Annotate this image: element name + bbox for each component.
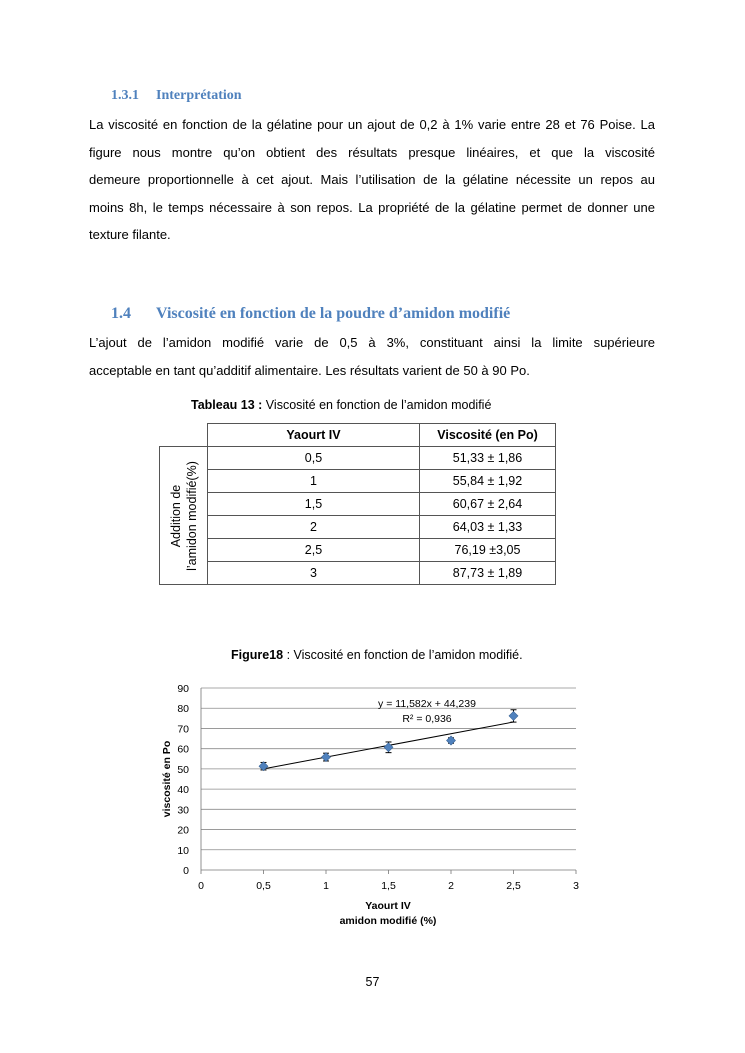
data-table xyxy=(159,423,556,585)
paragraph-line: demeure proportionnelle à cet ajout. Mais l’utilisation de la gélatine nécessite un repos au xyxy=(89,172,655,187)
y-tick-label: 50 xyxy=(177,763,189,776)
table-header-row xyxy=(160,424,556,447)
paragraph-line: figure nous montre qu’on obtient des résultats presque linéaires, et que la viscosité xyxy=(89,144,655,160)
paragraph-line: La viscosité en fonction de la gélatine pour un ajout de 0,2 à 1% varie entre 28 et 76 Poise. La xyxy=(89,117,655,132)
table-cell-yaourt: 0,5 xyxy=(208,447,420,470)
figure-caption-text: : Viscosité en fonction de l’amidon modifié. xyxy=(283,648,523,662)
table-header-yaourt: Yaourt IV xyxy=(208,424,420,447)
table-cell-viscosite: 76,19 ±3,05 xyxy=(420,539,556,562)
paragraph-interpretation xyxy=(89,111,655,249)
table-row xyxy=(160,516,556,539)
x-tick-label: 2 xyxy=(448,880,454,892)
x-tick-label: 3 xyxy=(573,880,579,892)
table-row xyxy=(160,493,556,516)
y-tick-label: 20 xyxy=(177,824,189,837)
table-row xyxy=(160,470,556,493)
figure-caption-label: Figure18 xyxy=(231,648,284,662)
x-tick-label: 0 xyxy=(198,880,204,892)
table-corner xyxy=(160,424,208,447)
y-tick-label: 80 xyxy=(177,703,189,716)
trendline-equation: y = 11,582x + 44,239 xyxy=(378,698,476,710)
section-title: Viscosité en fonction de la poudre d’amidon modifié xyxy=(156,305,511,322)
table-cell-viscosite: 60,67 ± 2,64 xyxy=(420,493,556,516)
y-tick-label: 90 xyxy=(177,683,189,695)
data-point xyxy=(509,711,518,720)
section-number: 1.4 xyxy=(111,305,131,322)
table-cell-yaourt: 2 xyxy=(208,516,420,539)
table-caption xyxy=(191,398,491,412)
table-row xyxy=(160,447,556,470)
page-number: 57 xyxy=(365,975,380,989)
viscosity-chart xyxy=(0,670,745,970)
table-header-viscosite: Viscosité (en Po) xyxy=(420,424,556,447)
paragraph-line: L’ajout de l’amidon modifié varie de 0,5 à 3%, constituant ainsi la limite supérieure xyxy=(89,335,655,350)
y-tick-label: 60 xyxy=(177,743,189,756)
table-cell-yaourt: 2,5 xyxy=(208,539,420,562)
paragraph-line: moins 8h, le temps nécessaire à son repos. La propriété de la gélatine permet de donner une xyxy=(89,199,655,215)
section-heading-1-3-1 xyxy=(111,88,242,104)
row-label-line2: l’amidon modifié(%) xyxy=(184,460,199,571)
x-axis-subtitle: amidon modifié (%) xyxy=(339,915,437,927)
table-cell-yaourt: 3 xyxy=(208,562,420,585)
trendline-r2: R² = 0,936 xyxy=(402,713,452,725)
row-label-line1: Addition de xyxy=(168,484,183,547)
paragraph-amidon xyxy=(89,329,655,384)
x-tick-label: 0,5 xyxy=(256,880,271,892)
table-cell-viscosite: 55,84 ± 1,92 xyxy=(420,470,556,493)
y-tick-label: 70 xyxy=(177,723,189,736)
paragraph-line: texture filante. xyxy=(89,227,171,242)
data-point xyxy=(259,762,268,771)
data-point xyxy=(447,736,456,745)
y-tick-label: 10 xyxy=(177,844,189,857)
table-row xyxy=(160,539,556,562)
table-cell-viscosite: 64,03 ± 1,33 xyxy=(420,516,556,539)
x-axis-title: Yaourt IV xyxy=(365,900,411,912)
y-tick-label: 30 xyxy=(177,804,189,817)
table-cell-viscosite: 51,33 ± 1,86 xyxy=(420,447,556,470)
x-tick-label: 1,5 xyxy=(381,880,396,892)
data-point xyxy=(322,753,331,762)
y-tick-label: 0 xyxy=(183,865,189,877)
table-cell-yaourt: 1,5 xyxy=(208,493,420,516)
section-title: Interprétation xyxy=(156,88,242,103)
paragraph-line: acceptable en tant qu’additif alimentaire. Les résultats varient de 50 à 90 Po. xyxy=(89,362,530,378)
table-cell-viscosite: 87,73 ± 1,89 xyxy=(420,562,556,585)
figure-caption xyxy=(231,648,523,662)
x-tick-label: 1 xyxy=(323,880,329,892)
y-tick-label: 40 xyxy=(177,784,189,797)
table-caption-label: Tableau 13 : xyxy=(191,398,263,412)
table-row xyxy=(160,562,556,585)
x-tick-label: 2,5 xyxy=(506,880,521,892)
section-number: 1.3.1 xyxy=(111,88,139,103)
table-row-label xyxy=(160,447,208,585)
table-caption-text: Viscosité en fonction de l’amidon modifié xyxy=(262,398,492,412)
section-heading-1-4 xyxy=(111,305,510,323)
data-point xyxy=(384,743,393,752)
table-cell-yaourt: 1 xyxy=(208,470,420,493)
y-axis-title: viscosité en Po xyxy=(161,740,173,818)
